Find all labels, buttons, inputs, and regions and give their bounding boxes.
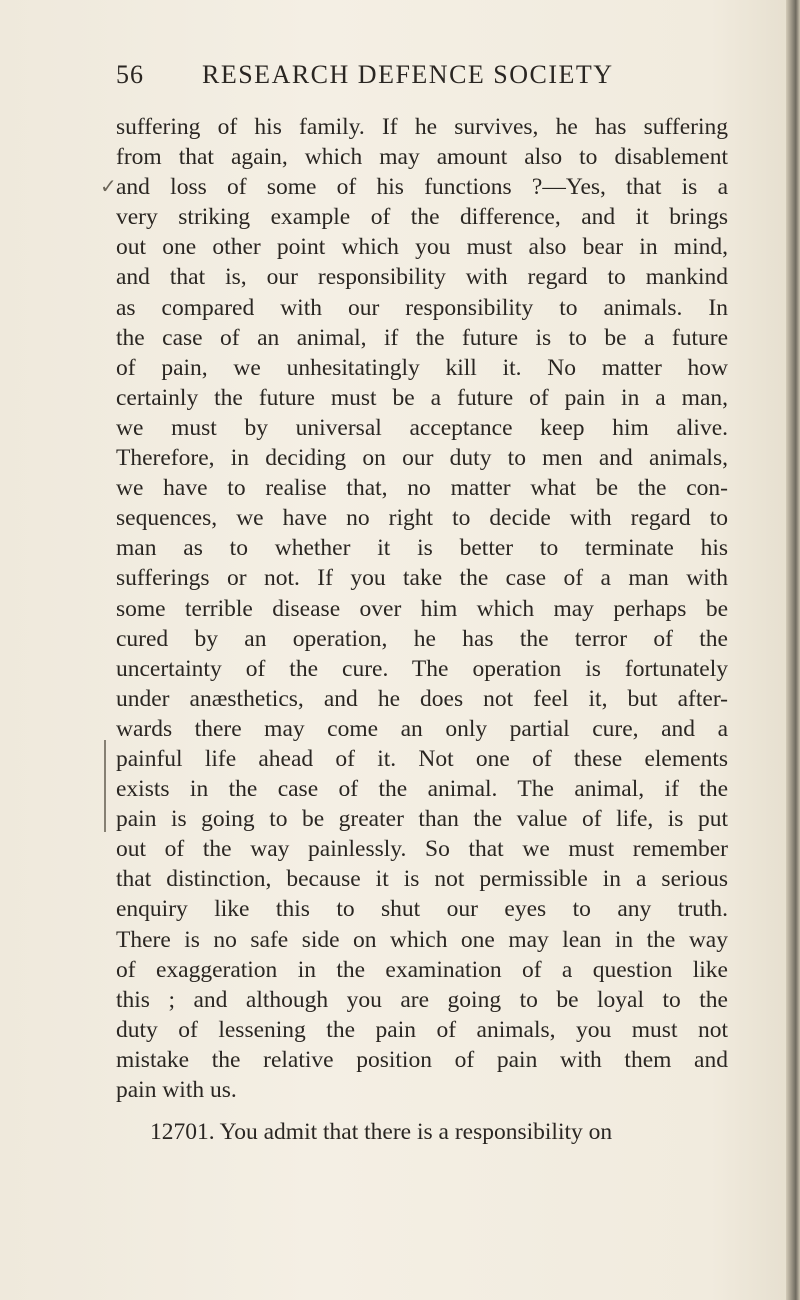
text-line: pain with us. bbox=[116, 1077, 237, 1103]
paragraph-12701: 12701. You admit that there is a responsibility on bbox=[150, 1119, 613, 1146]
text-line: certainly the future must be a future of pain in a man, bbox=[116, 384, 728, 411]
text-line: man as to whether it is better to terminate his bbox=[116, 535, 728, 562]
text-line: exists in the case of the animal. The animal, if the bbox=[116, 776, 728, 803]
text-line: and that is, our responsibility with regard to mankind bbox=[116, 264, 728, 291]
text-line: we must by universal acceptance keep him alive. bbox=[116, 414, 728, 441]
text-line: from that again, which may amount also to disablement bbox=[116, 144, 728, 171]
page-number: 56 bbox=[116, 60, 144, 89]
page-edge-shadow bbox=[786, 0, 800, 1300]
text-line: of exaggeration in the examination of a question like bbox=[116, 956, 728, 983]
text-line: duty of lessening the pain of animals, you must not bbox=[116, 1016, 728, 1043]
margin-check-mark: ✓ bbox=[100, 176, 117, 198]
text-line: Therefore, in deciding on our duty to men and animals, bbox=[116, 445, 728, 472]
text-line: sequences, we have no right to decide with regard to bbox=[116, 505, 728, 532]
text-line: that distinction, because it is not permissible in a serious bbox=[116, 866, 728, 893]
text-line: as compared with our responsibility to animals. In bbox=[116, 294, 728, 321]
body-text bbox=[116, 112, 728, 1147]
text-line: of pain, we unhesitatingly kill it. No matter how bbox=[116, 354, 728, 381]
page-header bbox=[116, 60, 676, 94]
text-line: under anæsthetics, and he does not feel it, but after- bbox=[116, 685, 728, 712]
text-line: some terrible disease over him which may perhaps be bbox=[116, 595, 728, 622]
text-line: There is no safe side on which one may lean in the way bbox=[116, 926, 728, 953]
text-line: painful life ahead of it. Not one of these elements bbox=[116, 745, 728, 772]
text-line: we have to realise that, no matter what be the con- bbox=[116, 475, 728, 502]
text-line: suffering of his family. If he survives, he has suffering bbox=[116, 114, 728, 140]
running-head: RESEARCH DEFENCE SOCIETY bbox=[202, 60, 614, 89]
text-line: the case of an animal, if the future is to be a future bbox=[116, 324, 728, 351]
text-line: pain is going to be greater than the value of life, is put bbox=[116, 806, 728, 833]
text-line: enquiry like this to shut our eyes to any truth. bbox=[116, 896, 728, 923]
text-line: this ; and although you are going to be loyal to the bbox=[116, 986, 728, 1013]
text-line: mistake the relative position of pain with them and bbox=[116, 1046, 728, 1073]
text-line: very striking example of the difference, and it brings bbox=[116, 204, 728, 231]
text-line: and loss of some of his functions ?—Yes, that is a bbox=[116, 174, 728, 201]
text-line: out of the way painlessly. So that we must remember bbox=[116, 836, 728, 863]
margin-line bbox=[104, 740, 106, 832]
text-line: wards there may come an only partial cure, and a bbox=[116, 715, 728, 742]
text-line: out one other point which you must also bear in mind, bbox=[116, 234, 728, 261]
text-line: uncertainty of the cure. The operation is fortunately bbox=[116, 655, 728, 682]
text-line: sufferings or not. If you take the case of a man with bbox=[116, 565, 728, 592]
text-line: cured by an operation, he has the terror of the bbox=[116, 625, 728, 652]
